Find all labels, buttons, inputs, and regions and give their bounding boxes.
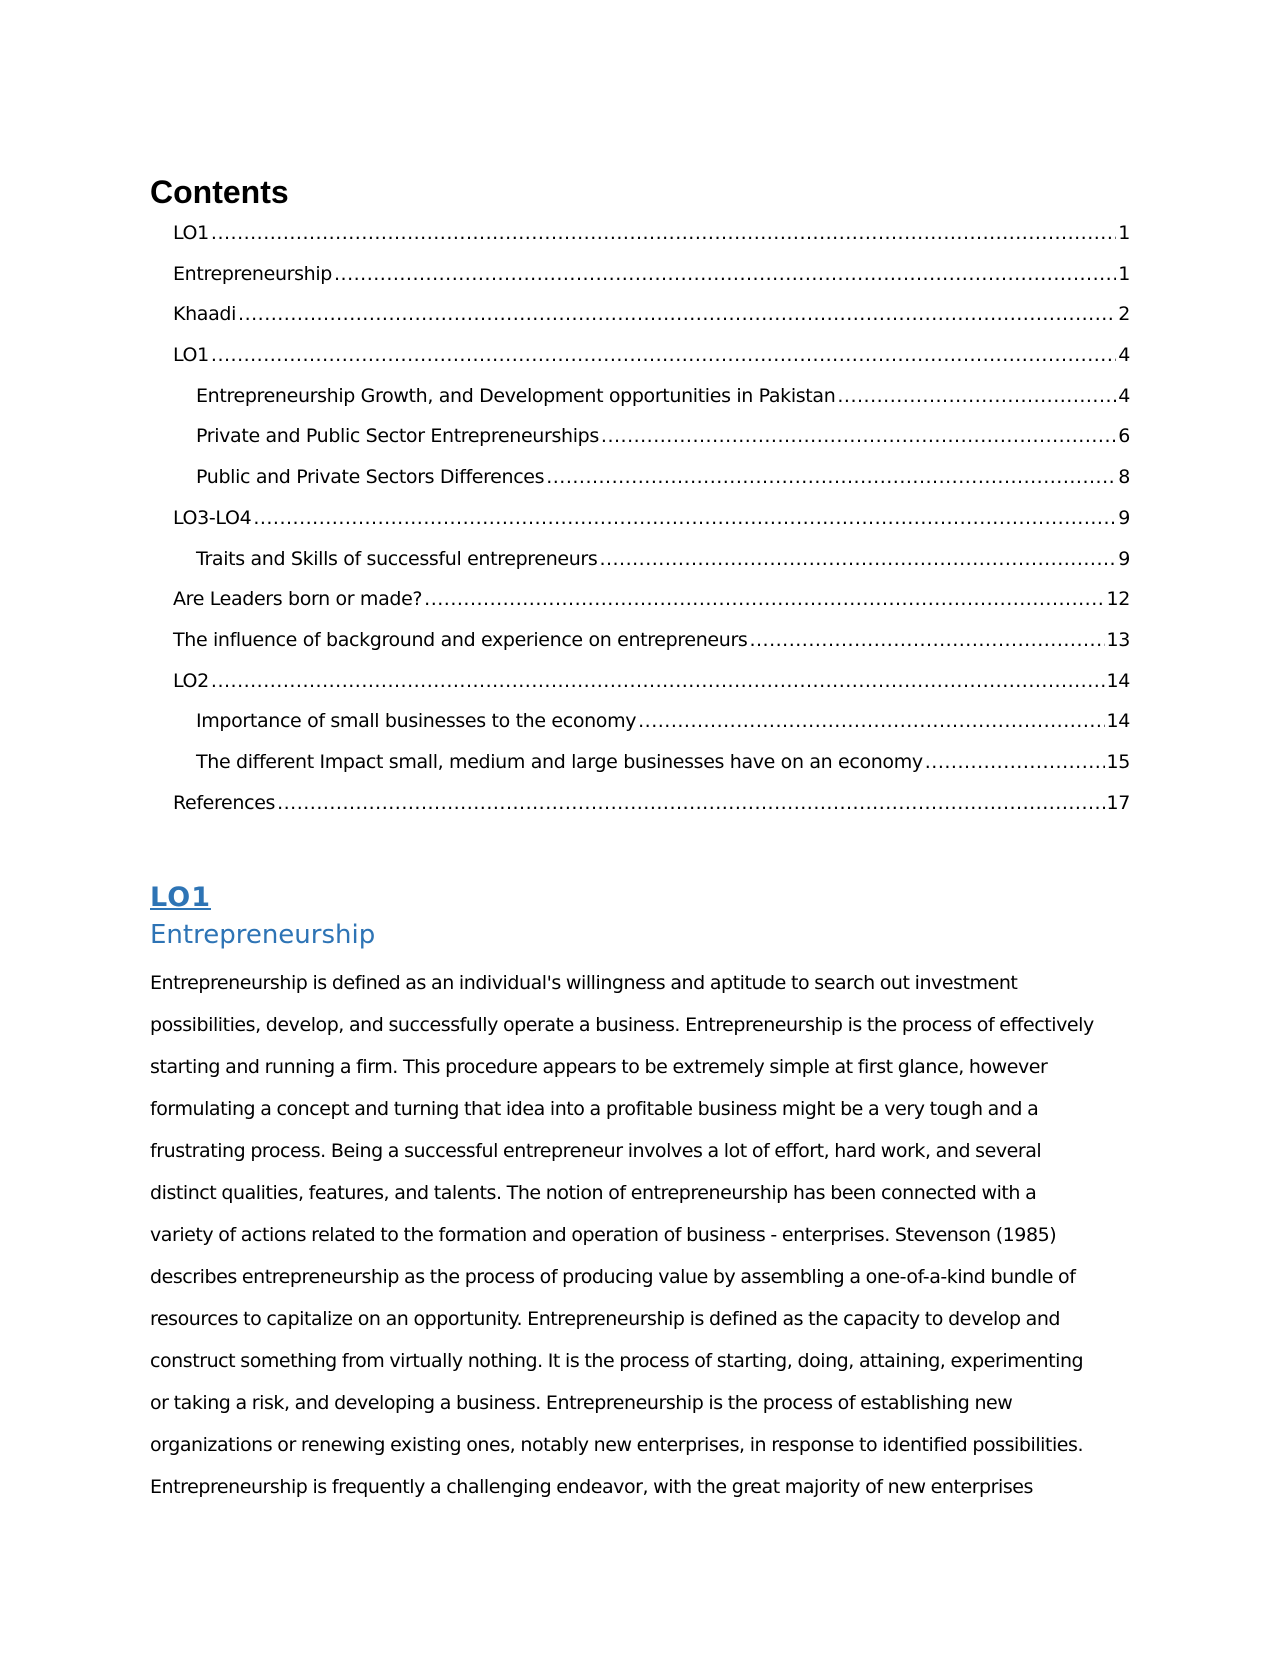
toc-dot-leader [424, 588, 1104, 610]
toc-dot-leader [211, 670, 1105, 692]
toc-dot-leader [601, 425, 1116, 447]
toc-entry-text: Khaadi [173, 303, 237, 326]
toc-dot-leader [749, 629, 1104, 651]
toc-entry[interactable] [150, 263, 1130, 304]
body-text-line: resources to capitalize on an opportunity. Entrepreneurship is defined as the capacity to develop and [150, 1308, 1061, 1331]
toc-page-number: 9 [1118, 547, 1130, 570]
toc-dot-leader [925, 751, 1105, 773]
toc-page-number: 14 [1106, 710, 1130, 733]
toc-dot-leader [211, 344, 1116, 366]
toc-entry[interactable] [150, 466, 1130, 507]
toc-page-number: 14 [1106, 669, 1130, 692]
toc-entry[interactable] [150, 222, 1130, 263]
toc-page-number: 8 [1118, 466, 1130, 489]
body-text-line: distinct qualities, features, and talents. The notion of entrepreneurship has been connected with a [150, 1182, 1037, 1205]
toc-entry[interactable] [150, 588, 1130, 629]
toc-entry-text: References [173, 791, 276, 814]
toc-entry-text: Entrepreneurship Growth, and Development opportunities in Pakistan [196, 384, 836, 407]
body-text-line: Entrepreneurship is frequently a challenging endeavor, with the great majority of new enterprises [150, 1476, 1033, 1499]
toc-entry-text: LO1 [173, 222, 209, 244]
toc-entry[interactable] [150, 670, 1130, 711]
toc-entry[interactable] [150, 425, 1130, 466]
toc-page-number: 13 [1106, 628, 1130, 651]
toc-page-number: 12 [1106, 588, 1130, 611]
toc-page-number: 15 [1106, 750, 1130, 773]
body-text-line: or taking a risk, and developing a business. Entrepreneurship is the process of establishing new [150, 1392, 1013, 1415]
toc-entry-text: The influence of background and experience on entrepreneurs [173, 628, 748, 651]
toc-page-number: 6 [1118, 425, 1130, 448]
toc-entry[interactable] [150, 751, 1130, 792]
toc-entry-text: Are Leaders born or made? [173, 588, 423, 611]
toc-entry-text: Private and Public Sector Entrepreneurships [196, 425, 599, 448]
toc-entry-text: The different Impact small, medium and large businesses have on an economy [196, 750, 923, 773]
body-paragraph [150, 962, 1130, 1508]
toc-entry[interactable] [150, 507, 1130, 548]
body-text-line: describes entrepreneurship as the process of producing value by assembling a one-of-a-kind bundle of [150, 1266, 1076, 1289]
toc-entry[interactable] [150, 548, 1130, 589]
body-text-line: construct something from virtually nothing. It is the process of starting, doing, attaining, experimenting [150, 1350, 1084, 1373]
toc-title: Contents [150, 174, 289, 210]
toc-dot-leader [334, 263, 1116, 285]
toc-dot-leader [599, 548, 1116, 570]
toc-entry[interactable] [150, 385, 1130, 426]
toc-entry-text: Traits and Skills of successful entrepreneurs [196, 547, 598, 570]
toc-entry[interactable] [150, 344, 1130, 385]
toc-page-number: 2 [1118, 303, 1130, 326]
body-text-line: frustrating process. Being a successful entrepreneur involves a lot of effort, hard work, and several [150, 1140, 1042, 1163]
toc-dot-leader [253, 507, 1116, 529]
toc-entry-text: Entrepreneurship [173, 262, 332, 285]
toc-entry[interactable] [150, 792, 1130, 833]
toc-page-number: 17 [1106, 791, 1130, 814]
toc-dot-leader [277, 792, 1104, 814]
toc-page-number: 1 [1118, 222, 1130, 244]
section-subheading: Entrepreneurship [150, 920, 376, 951]
toc-entry-text: Importance of small businesses to the economy [196, 710, 637, 733]
toc-page-number: 9 [1118, 506, 1130, 529]
body-text-line: variety of actions related to the formation and operation of business - enterprises. Stevenson (1985) [150, 1224, 1057, 1247]
section-heading-lo1: LO1 [150, 882, 211, 914]
toc-page-number: 4 [1118, 344, 1130, 367]
toc-dot-leader [546, 466, 1116, 488]
toc-dot-leader [211, 222, 1116, 244]
toc-entry-text: LO2 [173, 669, 209, 692]
body-text-line: possibilities, develop, and successfully operate a business. Entrepreneurship is the process of effectively [150, 1014, 1094, 1037]
body-text-line: Entrepreneurship is defined as an individual's willingness and aptitude to search out investment [150, 972, 1018, 995]
body-text-line: starting and running a firm. This procedure appears to be extremely simple at first glance, however [150, 1056, 1048, 1079]
toc-entry[interactable] [150, 710, 1130, 751]
toc-entry-text: Public and Private Sectors Differences [196, 466, 545, 489]
toc-entry-text: LO3-LO4 [173, 506, 252, 529]
toc-entry[interactable] [150, 629, 1130, 670]
toc-page-number: 1 [1118, 262, 1130, 285]
document-page [150, 172, 1130, 1508]
body-text-line: formulating a concept and turning that idea into a profitable business might be a very tough and a [150, 1098, 1039, 1121]
table-of-contents [150, 222, 1130, 832]
toc-entry-text: LO1 [173, 344, 209, 367]
toc-dot-leader [837, 385, 1116, 407]
toc-dot-leader [238, 303, 1116, 325]
toc-dot-leader [638, 710, 1104, 732]
toc-entry[interactable] [150, 303, 1130, 344]
body-text-line: organizations or renewing existing ones, notably new enterprises, in response to identified possibilities. [150, 1434, 1084, 1457]
toc-page-number: 4 [1118, 384, 1130, 407]
